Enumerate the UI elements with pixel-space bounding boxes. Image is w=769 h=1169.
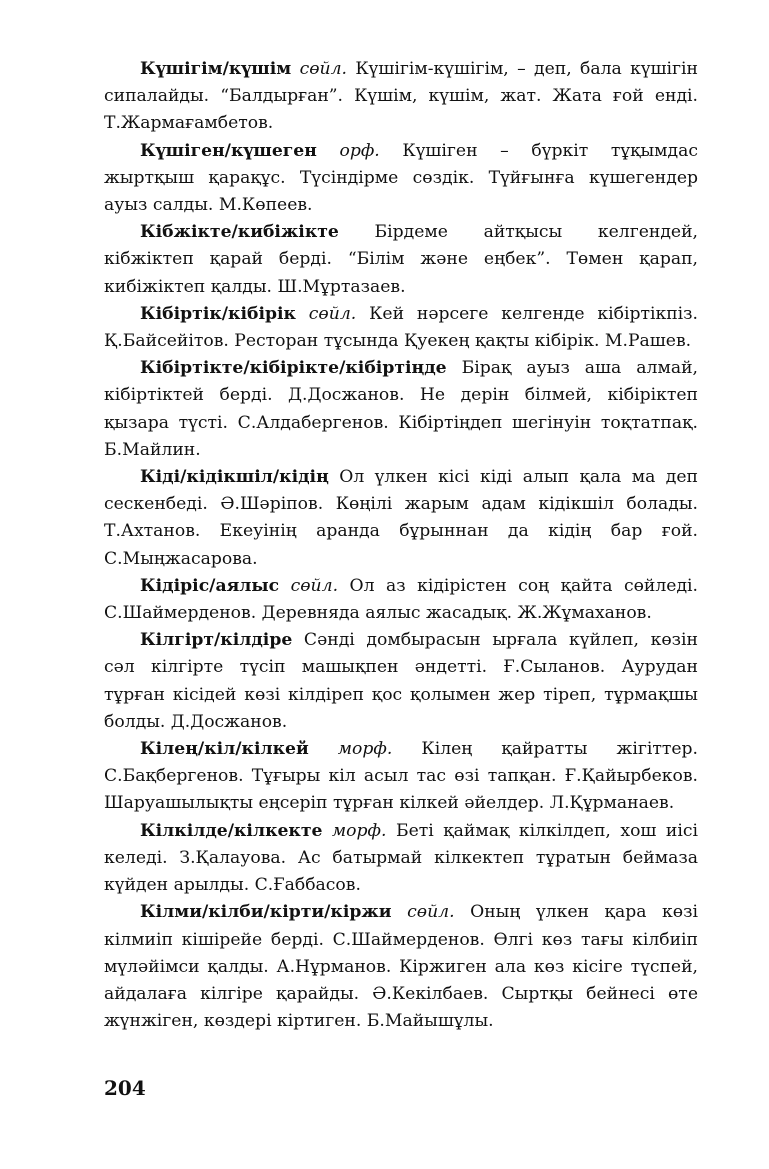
entry-usage-mark: сөйл.	[299, 59, 348, 79]
entry-text: Беті қаймақ кілкілдеп, хош иісі келеді. З.Қалауова. Ас батырмай кілкектеп тұратын беймаза күйден арылды. С.Ғаббасов.	[104, 820, 698, 896]
entry-headword: Кілми/кілби/кірти/кіржи	[140, 902, 392, 923]
dictionary-page-body	[104, 56, 698, 1035]
entry-usage-mark: сөйл.	[407, 902, 455, 923]
entry-headword: Күшіген/күшеген	[140, 140, 317, 161]
entry-text: Ол аз кідірістен соң қайта сөйледі. С.Шаймерденов. Деревняда аялыс жасадық. Ж.Жұмаханов.	[104, 575, 699, 624]
entry-headword: Кілкілде/кілкекте	[140, 820, 323, 841]
entry-text: Бірдеме айтқысы келгендей, кібжіктеп қарай берді. “Білім және еңбек”. Төмен қарап, кибіжіктеп қалды. Ш.Мұртазаев.	[104, 222, 698, 297]
entry-text: Кілең қайратты жігіттер. С.Бақбергенов. Тұғыры кіл асыл тас өзі тапқан. Ғ.Қайырбеков. Шаруашылықты еңсеріп тұрған кілкей әйелдер. Л.Құрманаев.	[104, 739, 699, 814]
entry-headword: Кібіртікте/кібірікте/кібіртіңде	[140, 358, 447, 379]
dictionary-entry	[104, 818, 698, 900]
entry-text: Күшігім-күшігім, – деп, бала күшігін сипалайды. “Балдырған”. Күшім, күшім, жат. Жата ғой енді. Т.Жармағамбетов.	[104, 59, 698, 134]
entry-headword: Күшігім/күшім	[140, 59, 292, 79]
dictionary-entry	[104, 464, 698, 573]
entry-usage-mark: морф.	[337, 739, 393, 760]
entry-text: Оның үлкен қара көзі кілмиіп кішірейе берді. С.Шаймерденов. Өлгі көз тағы кілбиіп мүләйімси қалды. А.Нұрманов. Кіржиген ала көз кісіге түспей, айдалаға кілгіре қарайды. Ә.Кекілбаев. Сыртқы бейнесі өте жүнжіген, көздері кіртиген. Б.Майышұлы.	[104, 902, 699, 1032]
entry-text: Сәнді домбырасын ырғала күйлеп, көзін сәл кілгірте түсіп машықпен әндетті. Ғ.Сыланов. Аурудан тұрған кісідей көзі кілдіреп қос қолымен жер тіреп, тұрмақшы болды. Д.Досжанов.	[104, 630, 698, 732]
entry-usage-mark: сөйл.	[290, 575, 339, 596]
entry-text: Ол үлкен кісі кіді алып қала ма деп сескенбеді. Ә.Шәріпов. Көңілі жарым адам кідікшіл болады. Т.Ахтанов. Екеуінің арaнда бұрыннан да кідің бар ғой. С.Мыңжасарова.	[104, 467, 698, 569]
entry-usage-mark: морф.	[331, 820, 387, 841]
entry-headword: Кілгірт/кілдіре	[140, 630, 293, 651]
dictionary-entry	[104, 301, 698, 355]
entry-usage-mark: сөйл.	[308, 303, 357, 324]
entry-usage-mark: орф.	[339, 140, 380, 161]
entry-headword: Кібжікте/кибіжікте	[140, 222, 339, 243]
dictionary-entry	[104, 219, 698, 301]
entry-headword: Кіді/кідікшіл/кідің	[140, 467, 329, 488]
entry-text: Күшіген – бүркіт тұқымдас жыртқыш қарақұс. Түсіндірме сөздік. Түйғынға күшегендер ауыз салды. М.Көпеев.	[104, 140, 698, 216]
dictionary-entry	[104, 736, 698, 818]
entry-text: Бірақ ауыз аша алмай, кібіртіктей берді. Д.Досжанов. Не дерін білмей, кібіріктеп қызара түсті. С.Алдабергенов. Кібіртіңдеп шегінуін тоқтатпақ. Б.Майлин.	[104, 358, 698, 460]
entry-headword: Кібіртік/кібірік	[140, 303, 296, 324]
dictionary-entry	[104, 138, 698, 220]
dictionary-entry	[104, 899, 698, 1035]
dictionary-entry	[104, 355, 698, 464]
dictionary-entry	[104, 573, 698, 627]
entry-text: Кей нәрсеге келгенде кібіртікпіз. Қ.Байсейітов. Ресторан тұсында Қуекең қақты кібірік. М.Рашев.	[104, 303, 698, 352]
entry-headword: Кілең/кіл/кілкей	[140, 739, 309, 760]
dictionary-entry	[104, 56, 698, 138]
dictionary-entry	[104, 627, 698, 736]
page-number: 204	[104, 1076, 146, 1100]
entry-headword: Кідіріс/аялыс	[140, 575, 280, 596]
